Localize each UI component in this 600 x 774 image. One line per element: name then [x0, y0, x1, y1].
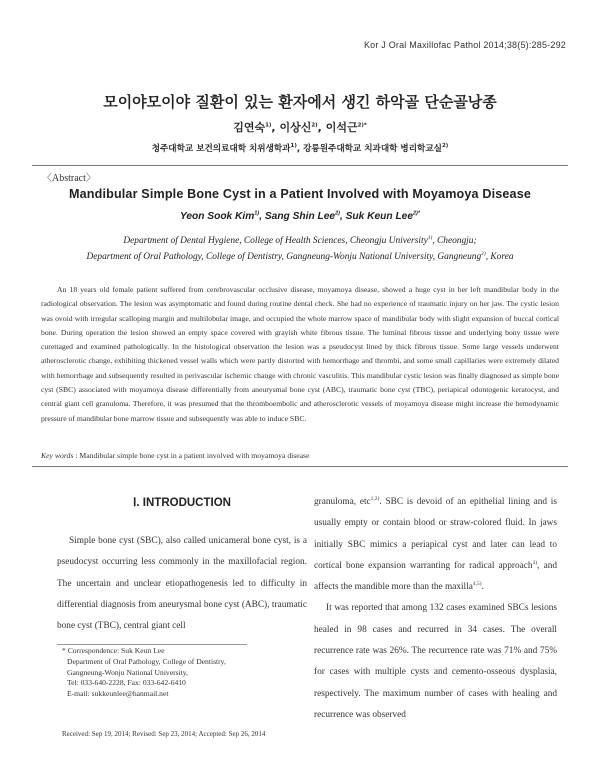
- citation-mark: 3): [532, 559, 538, 566]
- korean-affiliations: 청주대학교 보건의료대학 치위생학과$^{1)}$, 강릉원주대학교 치과대학 병리학교실$^{2)}$: [151, 143, 449, 154]
- korean-title: 모이야모이야 질환이 있는 환자에서 생긴 하악골 단순골낭종: [103, 93, 497, 111]
- korean-affiliation: 청주대학교 보건의료대학 치위생학과: [151, 144, 291, 154]
- citation-mark: 1,2): [370, 495, 380, 502]
- header-divider: [32, 165, 568, 166]
- author-affiliation-mark: 2): [335, 210, 340, 217]
- keywords-text: : Mandibular simple bone cyst in a patient involved with moyamoya disease: [73, 451, 310, 460]
- author-affiliation-mark: 1): [254, 210, 260, 217]
- english-title: Mandibular Simple Bone Cyst in a Patient Involved with Moyamoya Disease: [68, 187, 532, 201]
- english-affiliation-2: Department of Oral Pathology, College of Dentistry, Gangneung-Wonju National University, Gangneung$^{2)}$, Korea: [86, 250, 514, 262]
- right-column: [314, 492, 557, 726]
- english-author-name: Sang Shin Lee: [264, 211, 336, 222]
- keywords-label: Key words: [41, 451, 74, 460]
- english-author-name: Yeon Sook Kim: [179, 211, 255, 222]
- author-affiliation-mark: 2)*: [413, 210, 421, 217]
- footnote-divider: [57, 644, 247, 645]
- english-authors: Yeon Sook Kim$^{1)}$, Sang Shin Lee$^{2)}$, Suk Keun Lee$^{2)*}$: [179, 210, 421, 222]
- received-dates: Received: Sep 19, 2014; Revised: Sep 23, 2014; Accepted: Sep 26, 2014: [62, 730, 266, 738]
- intro-paragraph: granuloma, etc$^{1,2)}$. SBC is devoid of an epithelial lining and is usually empty or contain blood or straw-colored fluid. In jaws initially SBC mimics a periapical cyst and later can lead to cortical bone expansion warranting for radical approach$^{3)}$, and affects the mandible more than the maxilla$^{4,5)}$.: [314, 495, 557, 593]
- english-affiliation-1: Department of Dental Hygiene, College of Health Sciences, Cheongju University$^{1)}$, Cheongju;: [123, 234, 477, 246]
- correspondence-footnote: [62, 646, 302, 700]
- correspondence-line: Tel: 033-640-2228, Fax: 033-642-6410: [67, 678, 186, 688]
- abstract-divider: [32, 466, 568, 467]
- intro-paragraph: Simple bone cyst (SBC), also called unicameral bone cyst, is a pseudocyst occurring less commonly in the maxillofacial region. The uncertain and unclear etiopathogenesis led to difficulty in differential diagnosis from aneurysmal bone cyst (ABC), traumatic bone cyst (TBC), central giant cell: [57, 536, 307, 632]
- korean-affiliation: 강릉원주대학교 치과대학 병리학교실: [303, 144, 442, 154]
- affiliation-mark: 1): [290, 143, 297, 150]
- affiliation-mark: 2): [441, 143, 449, 150]
- english-author-name: Suk Keun Lee: [345, 211, 413, 222]
- english-affiliations: [32, 233, 568, 265]
- author-affiliation-mark: 2)*: [357, 122, 367, 129]
- correspondence-line: Gangneung-Wonju National University,: [67, 667, 189, 677]
- author-affiliation-mark: 1): [265, 122, 272, 129]
- korean-authors: 김연숙$^{1)}$, 이상신$^{2)}$, 이석근$^{2)*}$: [233, 121, 367, 134]
- korean-author-name: 김연숙: [233, 121, 266, 134]
- correspondence-line: Department of Oral Pathology, College of Dentistry,: [67, 656, 226, 666]
- korean-author-name: 이상신: [279, 121, 312, 134]
- section-heading: Ⅰ. INTRODUCTION: [133, 497, 231, 509]
- affiliation-mark: 1): [427, 234, 433, 241]
- affiliation-mark: 2): [481, 250, 486, 257]
- intro-paragraph: It was reported that among 132 cases examined SBCs lesions healed in 98 cases and recurred in 34 cases. The overall recurrence rate was 26%. The recurrence rate was 71% and 75% for cases with multiple cysts and cemento-osseous dysplasia, respectively. The maximum number of cases with healing and recurrence was observed: [314, 603, 557, 720]
- abstract-text: [41, 283, 559, 426]
- correspondence-line: * Correspondence: Suk Keun Lee: [62, 646, 165, 655]
- korean-author-name: 이석근: [325, 121, 358, 134]
- abstract-paragraph: An 18 years old female patient suffered from cerebrovascular occlusive disease, moyamoya disease, showed a huge cyst in her left mandibular body in the radiological observation. The lesion was asymptomatic and found during routine dental check. She had no experience of traumatic injury on her jaw. The cystic lesion was ovoid with irregular scalloping margin and multilobular image, and occupied the whole marrow space of mandibular body with slight expansion of buccal cortical bone. During operation the lesion showed an empty space covered with grayish white fibrous tissue. The luminal fibrous tissue and underlying bony tissue were curettaged and examined pathologically. In the histological observation the lesion was a pseudocyst lined by thick fibrous tissue. Some large vessels underwent atherosclerotic change, exhibiting thickened vessel walls which were partly distorted with hemorrhage and thrombi, and some small capillaries were extremely dilated with hemorrhage and subsequently resulted in perivascular ischemic change with chronic vasculitis. This mandibular cystic lesion was finally diagnosed as simple bone cyst (SBC) associated with moyamoya disease differentially from aneurysmal bone cyst (ABC), traumatic bone cyst (TBC), periapical odontogenic keratocyst, and central giant cell granuloma. Therefore, it was presumed that the thromboembolic and atherosclerotic vessels of moyamoya disease might increase the hemodynamic pressure of mandibular bone marrow tissue and subsequently was able to induce SBC.: [41, 285, 559, 423]
- correspondence-email: E-mail: sukkeunlee@hanmail.net: [67, 689, 169, 699]
- keywords: [41, 450, 559, 462]
- citation-mark: 4,5): [472, 581, 482, 588]
- author-affiliation-mark: 2): [311, 122, 318, 129]
- left-column: [57, 531, 307, 637]
- abstract-label: 〈Abstract〉: [42, 173, 96, 184]
- journal-reference: Kor J Oral Maxillofac Pathol 2014;38(5):285-292: [363, 40, 566, 50]
